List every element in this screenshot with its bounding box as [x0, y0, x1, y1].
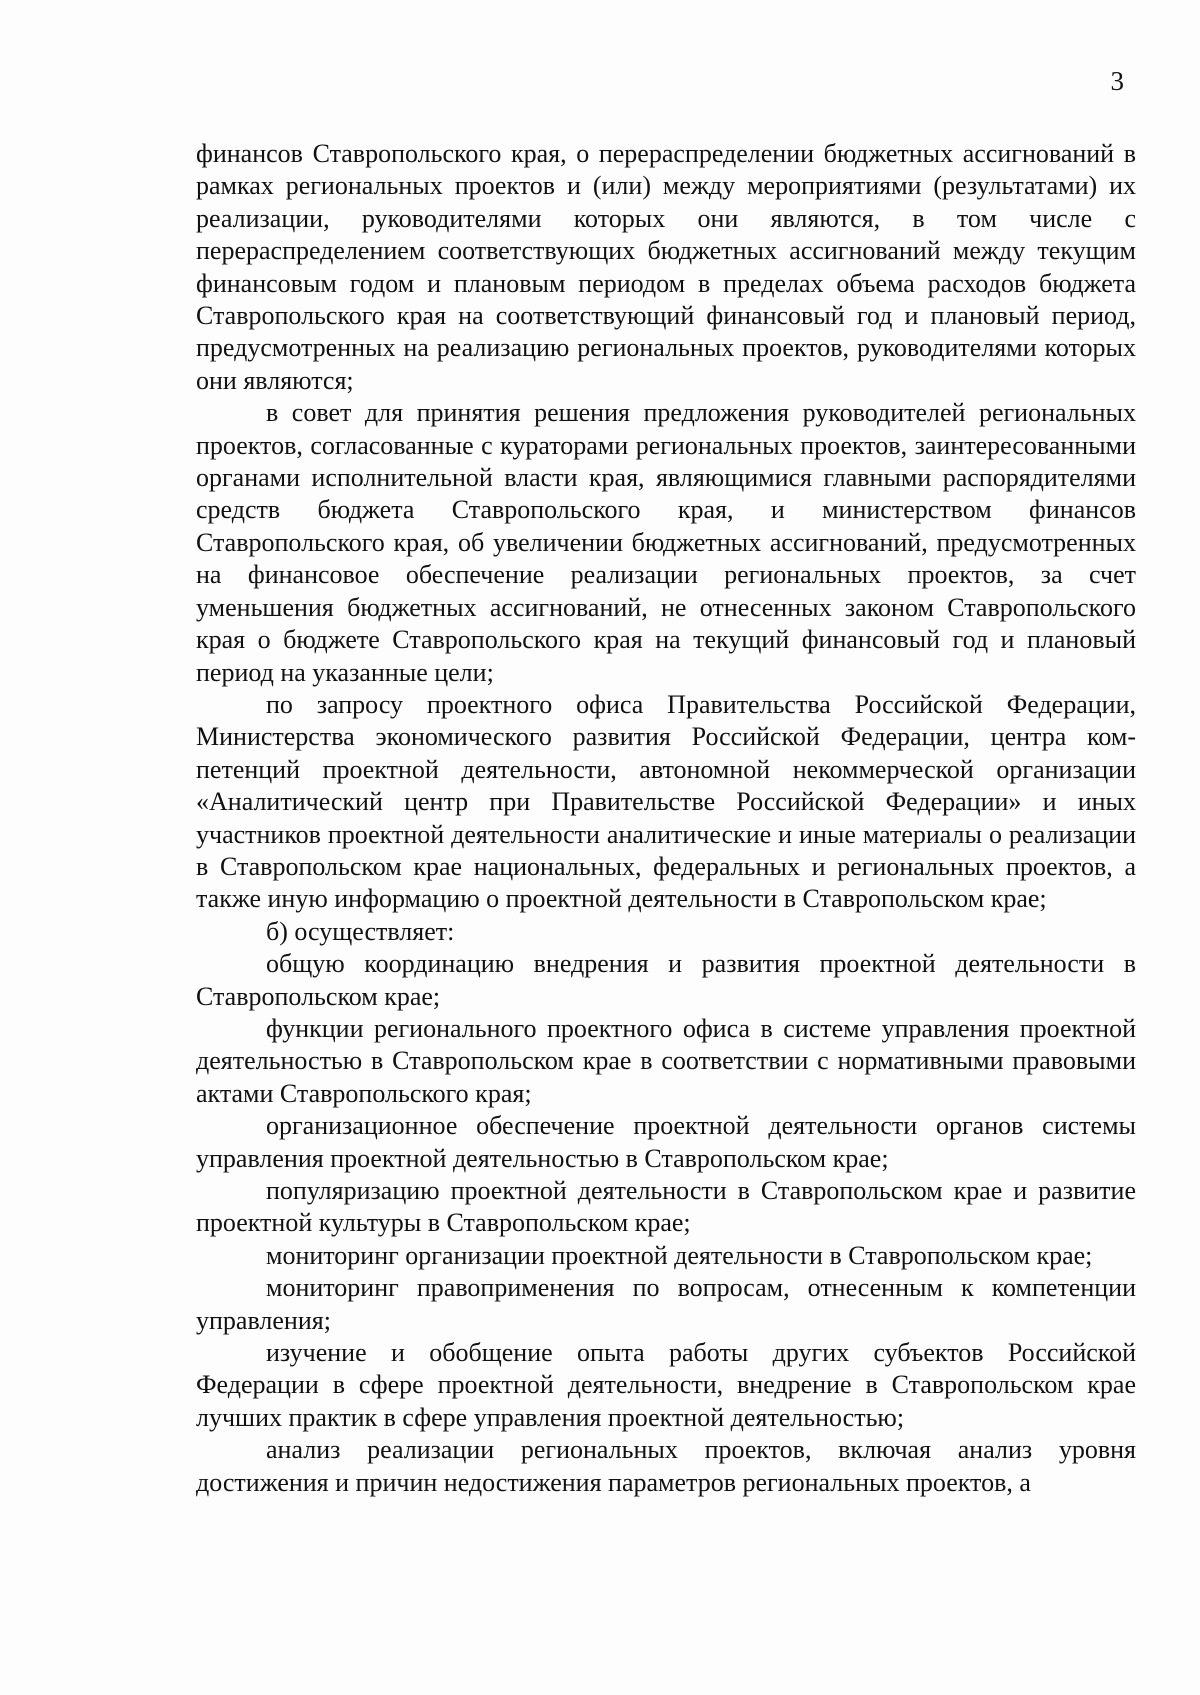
paragraph: общую координацию внедрения и развития проектной деятельности в Ставропольском крае; — [196, 949, 1136, 1011]
paragraph: функции регионального проектного офиса в системе управления проектной деятельностью в Ставропольском крае в соответствии с нормативными правовыми актами Ставропольского края; — [196, 1013, 1136, 1108]
paragraph-list-heading: б) осуществляет: — [266, 916, 455, 946]
paragraph: в совет для принятия решения предложения руководителей региональных проектов, согласованные с кураторами региональных проектов, заинтересованными органами исполнительной власти края, являющимися главными распорядителями средств бюджета Ставропольского края, и министерством финансов Ставропольского края, об увеличении бюджетных ассигнований, предусмотренных на финансовое обеспечение реализации региональных проектов, за счет уменьшения бюджетных ассигнований, не отнесенных законом Ставропольского края о бюджете Ставропольского края на текущий финансовый год и плановый период на указанные цели; — [196, 398, 1136, 687]
paragraph-continuation: финансов Ставропольского края, о перераспределении бюджетных ассигнований в рамках региональных проектов и (или) между мероприятиями (результатами) их реализации, руководителями которых они являются, в том числе с перераспределением соответствующих бюджетных ассигнований между текущим финансовым годом и плановым периодом в пределах объема расходов бюджета Ставропольского края на соответствующий финансовый год и плановый период, предусмотренных на реализацию региональных проектов, руководителями которых они являются; — [196, 139, 1136, 395]
paragraph: изучение и обобщение опыта работы других субъектов Российской Федерации в сфере проектной деятельности, внедрение в Ставропольском крае лучших практик в сфере управления проектной деятельностью; — [196, 1338, 1136, 1432]
page-number: 3 — [1110, 66, 1124, 96]
paragraph: мониторинг организации проектной деятельности в Ставропольском крае; — [266, 1240, 1093, 1270]
paragraph: мониторинг правоприменения по вопросам, отнесенным к компетенции управления; — [196, 1273, 1136, 1335]
paragraph: организационное обеспечение проектной деятельности органов системы управления проектной деятельностью в Ставропольском крае; — [196, 1111, 1136, 1173]
paragraph: по запросу проектного офиса Правительства Российской Федерации, Министерства экономического развития Российской Федерации, центра компетенций проектной деятельности, автономной некоммерческой организации «Аналитический центр при Правительстве Российской Федерации» и иных участников проектной деятельности аналитические и иные материалы о реализации в Ставропольском крае национальных, федеральных и региональных проектов, а также иную информацию о проектной деятельности в Ставропольском крае; — [196, 689, 1136, 914]
document-body — [196, 138, 1136, 1499]
paragraph: популяризацию проектной деятельности в Ставропольском крае и развитие проектной культуры в Ставропольском крае; — [196, 1176, 1136, 1238]
paragraph: анализ реализации региональных проектов, включая анализ уровня достижения и причин недостижения параметров региональных проектов, а — [196, 1435, 1136, 1497]
